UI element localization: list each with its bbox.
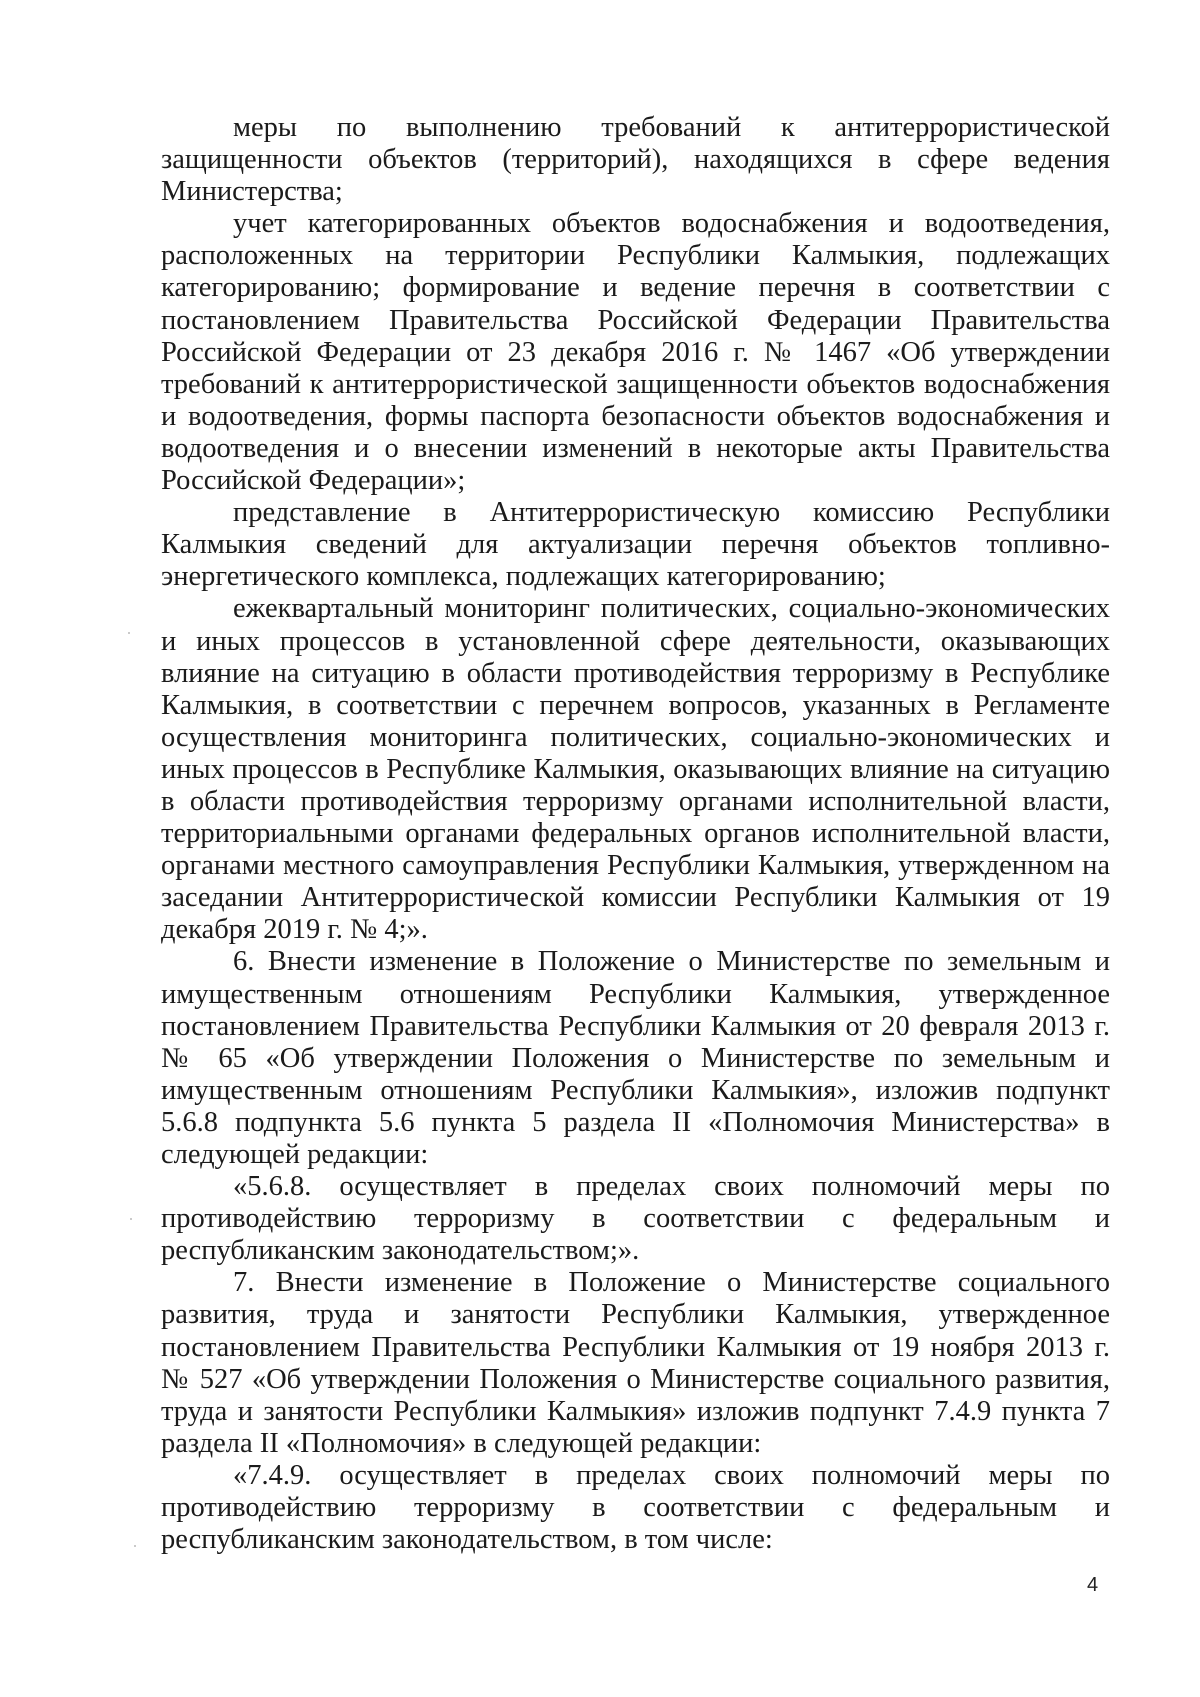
paragraph-item-7: 7. Внести изменение в Положение о Министерстве социального развития, труда и занятости Республики Калмыкия, утвержденное постановлением Правительства Республики Калмыкия от 19 ноября 2013 г. № 527 «Об утверждении Положения о Министерстве социального развития, труда и занятости Республики Калмыкия» изложив подпункт 7.4.9 пункта 7 раздела II «Полномочия» в следующей редакции: bbox=[161, 1267, 1110, 1459]
document-body bbox=[161, 112, 1110, 1556]
paragraph-quarterly-monitoring: ежеквартальный мониторинг политических, социально-экономических и иных процессов в установленной сфере деятельности, оказывающих влияние на ситуацию в области противодействия терроризму в Республике Калмыкия, в соответствии с перечнем вопросов, указанных в Регламенте осуществления мониторинга политических, социально-экономических и иных процессов в Республике Калмыкия, оказывающих влияние на ситуацию в области противодействия терроризму органами исполнительной власти, территориальными органами федеральных органов исполнительной власти, органами местного самоуправления Республики Калмыкия, утвержденном на заседании Антитеррористической комиссии Республики Калмыкия от 19 декабря 2019 г. № 4;». bbox=[161, 593, 1110, 946]
page-number: 4 bbox=[1087, 1574, 1099, 1596]
paragraph-antiterror-commission: представление в Антитеррористическую комиссию Республики Калмыкия сведений для актуализации перечня объектов топливно-энергетического комплекса, подлежащих категорированию; bbox=[161, 497, 1110, 593]
scan-speck bbox=[128, 632, 130, 634]
paragraph-item-6: 6. Внести изменение в Положение о Министерстве по земельным и имущественным отношениям Республики Калмыкия, утвержденное постановлением Правительства Республики Калмыкия от 20 февраля 2013 г. № 65 «Об утверждении Положения о Министерстве по земельным и имущественным отношениям Республики Калмыкия», изложив подпункт 5.6.8 подпункта 5.6 пункта 5 раздела II «Полномочия Министерства» в следующей редакции: bbox=[161, 946, 1110, 1170]
paragraph-water-objects: учет категорированных объектов водоснабжения и водоотведения, расположенных на территории Республики Калмыкия, подлежащих категорированию; формирование и ведение перечня в соответствии с постановлением Правительства Российской Федерации Правительства Российской Федерации от 23 декабря 2016 г. № 1467 «Об утверждении требований к антитеррористической защищенности объектов водоснабжения и водоотведения, формы паспорта безопасности объектов водоснабжения и водоотведения и о внесении изменений в некоторые акты Правительства Российской Федерации»; bbox=[161, 208, 1110, 497]
paragraph-subitem-5-6-8: «5.6.8. осуществляет в пределах своих полномочий меры по противодействию терроризму в соответствии с федеральным и республиканским законодательством;». bbox=[161, 1171, 1110, 1267]
paragraph-subitem-7-4-9: «7.4.9. осуществляет в пределах своих полномочий меры по противодействию терроризму в соответствии с федеральным и республиканским законодательством, в том числе: bbox=[161, 1459, 1110, 1556]
paragraph-measures: меры по выполнению требований к антитеррористической защищенности объектов (территорий), находящихся в сфере ведения Министерства; bbox=[161, 112, 1110, 208]
scan-speck bbox=[134, 1545, 136, 1547]
scan-speck bbox=[130, 1218, 132, 1220]
